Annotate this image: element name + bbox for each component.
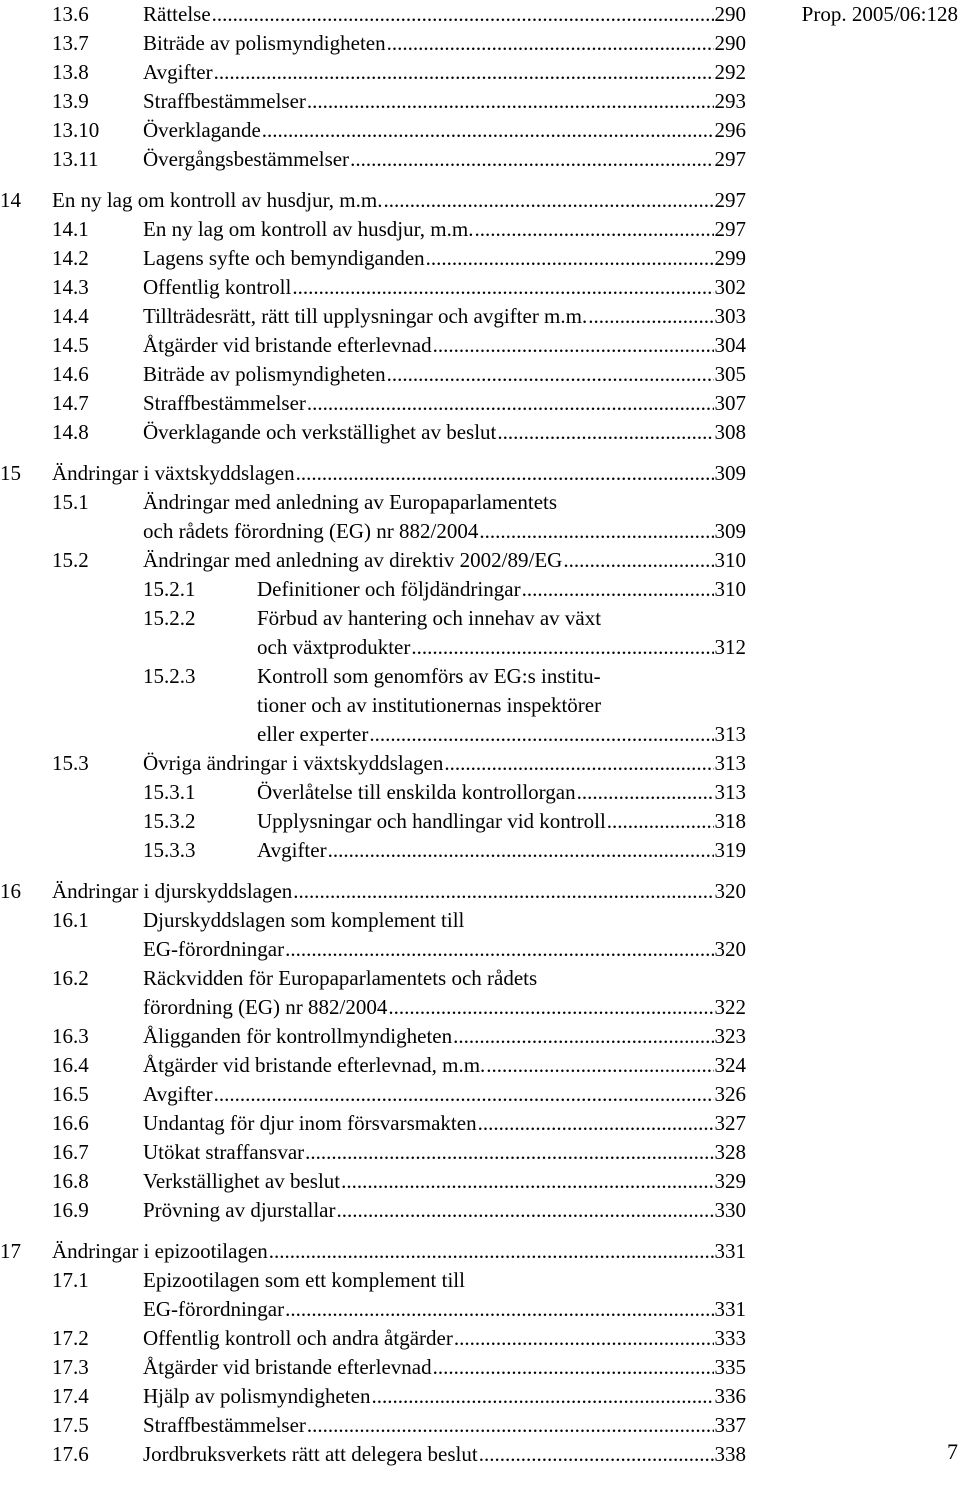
toc-entry[interactable] — [0, 836, 760, 865]
section-title — [143, 116, 746, 145]
page-reference: 305 — [714, 362, 746, 386]
section-number: 16.8 — [52, 1169, 89, 1193]
section-title — [143, 0, 746, 29]
section-number: 15.2 — [52, 548, 89, 572]
section-title-text: Kontroll som genomförs av EG:s institu- — [257, 664, 601, 688]
page-reference: 297 — [714, 217, 746, 241]
section-title-text: Ändringar i växtskyddslagen — [52, 461, 295, 485]
section-title-text: EG-förordningar — [143, 1297, 285, 1321]
section-title-text: EG-förordningar — [143, 937, 285, 961]
toc-entry[interactable] — [0, 0, 760, 29]
section-title — [143, 546, 746, 575]
dot-leader — [444, 749, 713, 778]
section-number: 15.3.1 — [143, 780, 196, 804]
dot-leader — [411, 633, 713, 662]
section-title — [52, 186, 746, 215]
toc-entry[interactable] — [0, 1022, 760, 1051]
toc-entry[interactable] — [0, 1167, 760, 1196]
toc-entry-continuation[interactable] — [0, 935, 760, 964]
section-number: 13.9 — [52, 89, 89, 113]
section-title — [143, 87, 746, 116]
section-number: 17.4 — [52, 1384, 89, 1408]
section-title-text: och växtprodukter — [257, 635, 411, 659]
section-title-text: Överklagande och verkställighet av beslut — [143, 420, 497, 444]
section-title-text: Ändringar i epizootilagen — [52, 1239, 268, 1263]
toc-entry[interactable] — [0, 964, 760, 993]
section-title — [143, 1022, 746, 1051]
section-title-text: Prövning av djurstallar — [143, 1198, 336, 1222]
section-title — [143, 1353, 746, 1382]
section-title — [143, 1324, 746, 1353]
section-title — [52, 1237, 746, 1266]
page-reference: 335 — [714, 1355, 746, 1379]
section-number: 14 — [0, 188, 21, 212]
dot-leader — [212, 0, 714, 29]
section-title — [143, 1138, 746, 1167]
dot-leader — [292, 273, 713, 302]
section-number: 14.8 — [52, 420, 89, 444]
section-number: 14.1 — [52, 217, 89, 241]
dot-leader — [285, 1295, 713, 1324]
section-title — [143, 1080, 746, 1109]
section-number: 13.10 — [52, 118, 100, 142]
dot-leader — [307, 389, 714, 418]
dot-leader — [214, 1080, 714, 1109]
toc-entry[interactable] — [0, 459, 760, 488]
section-title-text: Straffbestämmelser — [143, 391, 306, 415]
section-title — [143, 1196, 746, 1225]
toc-entry[interactable] — [0, 546, 760, 575]
toc-entry[interactable] — [0, 1382, 760, 1411]
section-title — [143, 215, 746, 244]
section-number: 15 — [0, 461, 21, 485]
section-number: 15.2.1 — [143, 577, 196, 601]
section-title-text: Epizootilagen som ett komplement till — [143, 1268, 465, 1292]
page-reference: 313 — [714, 751, 746, 775]
section-number: 15.3 — [52, 751, 89, 775]
toc-entry[interactable] — [0, 1324, 760, 1353]
section-title — [257, 807, 746, 836]
dot-leader — [371, 1382, 713, 1411]
section-number: 16 — [0, 879, 21, 903]
section-title-text: Tillträdesrätt, rätt till upplysningar och avgifter m.m. — [143, 304, 588, 328]
toc-entry[interactable] — [0, 906, 760, 935]
section-number: 13.11 — [52, 147, 99, 171]
toc-entry[interactable] — [0, 778, 760, 807]
section-title-text: Övergångsbestämmelser — [143, 147, 350, 171]
page-reference: 293 — [714, 89, 746, 113]
section-title-text: Överklagande — [143, 118, 261, 142]
toc-entry[interactable] — [0, 488, 760, 517]
section-title — [52, 459, 746, 488]
section-number: 16.2 — [52, 966, 89, 990]
section-title — [143, 360, 746, 389]
toc-entry[interactable] — [0, 877, 760, 906]
section-title-text: Undantag för djur inom försvarsmakten — [143, 1111, 477, 1135]
section-number: 16.6 — [52, 1111, 89, 1135]
section-title — [143, 418, 746, 447]
section-title-text: Upplysningar och handlingar vid kontroll — [257, 809, 606, 833]
toc-entry[interactable] — [0, 604, 760, 633]
toc-entry[interactable] — [0, 1080, 760, 1109]
dot-leader — [269, 1237, 714, 1266]
section-title — [143, 302, 746, 331]
section-title — [257, 604, 746, 633]
section-title — [143, 1411, 746, 1440]
page-reference: 336 — [714, 1384, 746, 1408]
dot-leader — [262, 116, 714, 145]
document-reference: Prop. 2005/06:128 — [801, 2, 958, 26]
section-title-text: En ny lag om kontroll av husdjur, m.m. — [143, 217, 474, 241]
page-reference: 333 — [714, 1326, 746, 1350]
page-reference: 323 — [714, 1024, 746, 1048]
section-title-text: förordning (EG) nr 882/2004 — [143, 995, 388, 1019]
dot-leader — [522, 575, 714, 604]
section-number: 16.4 — [52, 1053, 89, 1077]
page-reference: 299 — [714, 246, 746, 270]
dot-leader — [293, 877, 713, 906]
page-reference: 322 — [714, 995, 746, 1019]
section-number: 15.1 — [52, 490, 89, 514]
dot-leader — [474, 215, 713, 244]
toc-entry[interactable] — [0, 1237, 760, 1266]
section-title — [143, 993, 746, 1022]
toc-entry[interactable] — [0, 273, 760, 302]
section-title — [143, 964, 746, 993]
section-title — [143, 331, 746, 360]
toc-entry[interactable] — [0, 389, 760, 418]
page-reference: 309 — [714, 519, 746, 543]
dot-leader — [305, 1138, 713, 1167]
toc-entry-continuation[interactable] — [0, 720, 760, 749]
toc-entry[interactable] — [0, 1440, 760, 1469]
section-number: 17.3 — [52, 1355, 89, 1379]
section-number: 15.2.3 — [143, 664, 196, 688]
toc-entry[interactable] — [0, 1138, 760, 1167]
page-reference: 304 — [714, 333, 746, 357]
section-title-text: Biträde av polismyndigheten — [143, 31, 386, 55]
section-number: 17.1 — [52, 1268, 89, 1292]
section-title — [143, 1295, 746, 1324]
dot-leader — [388, 993, 713, 1022]
toc-entry[interactable] — [0, 58, 760, 87]
section-title-text: Lagens syfte och bemyndiganden — [143, 246, 425, 270]
section-title-text: Biträde av polismyndigheten — [143, 362, 386, 386]
section-number: 15.2.2 — [143, 606, 196, 630]
dot-leader — [607, 807, 714, 836]
section-title-text: Definitioner och följdändringar — [257, 577, 521, 601]
dot-leader — [285, 935, 713, 964]
dot-leader — [387, 29, 714, 58]
dot-leader — [336, 1196, 713, 1225]
section-title — [143, 29, 746, 58]
section-title-text: Hjälp av polismyndigheten — [143, 1384, 371, 1408]
section-title-text: Övriga ändringar i växtskyddslagen — [143, 751, 444, 775]
section-number: 13.7 — [52, 31, 89, 55]
page-reference: 310 — [714, 548, 746, 572]
section-title-text: Verkställighet av beslut — [143, 1169, 341, 1193]
toc-entry[interactable] — [0, 145, 760, 174]
dot-leader — [588, 302, 713, 331]
toc-entry[interactable] — [0, 331, 760, 360]
dot-leader — [328, 836, 714, 865]
dot-leader — [577, 778, 714, 807]
page-reference: 310 — [714, 577, 746, 601]
toc-entry-continuation[interactable] — [0, 993, 760, 1022]
section-number: 16.7 — [52, 1140, 89, 1164]
section-title-text: Åligganden för kontrollmyndigheten — [143, 1024, 453, 1048]
section-number: 16.9 — [52, 1198, 89, 1222]
section-title — [257, 575, 746, 604]
dot-leader — [563, 546, 713, 575]
page-reference: 337 — [714, 1413, 746, 1437]
page-reference: 290 — [714, 2, 746, 26]
section-number: 14.4 — [52, 304, 89, 328]
section-number: 17.5 — [52, 1413, 89, 1437]
toc-entry[interactable] — [0, 360, 760, 389]
section-title — [52, 877, 746, 906]
section-title-text: Avgifter — [143, 1082, 213, 1106]
section-number: 17.6 — [52, 1442, 89, 1466]
section-title-text: Åtgärder vid bristande efterlevnad — [143, 1355, 432, 1379]
toc-entry[interactable] — [0, 1051, 760, 1080]
dot-leader — [307, 1411, 714, 1440]
section-title — [143, 389, 746, 418]
toc-entry[interactable] — [0, 302, 760, 331]
page-reference: 318 — [714, 809, 746, 833]
section-title — [257, 662, 746, 691]
section-title-text: Överlåtelse till enskilda kontrollorgan — [257, 780, 576, 804]
toc-entry-continuation[interactable] — [0, 633, 760, 662]
section-number: 13.8 — [52, 60, 89, 84]
toc-entry[interactable] — [0, 1353, 760, 1382]
section-title — [257, 691, 746, 720]
page-reference: 308 — [714, 420, 746, 444]
dot-leader — [479, 517, 713, 546]
toc-entry[interactable] — [0, 1266, 760, 1295]
section-title — [143, 906, 746, 935]
page-reference: 319 — [714, 838, 746, 862]
page-reference: 327 — [714, 1111, 746, 1135]
section-title-text: och rådets förordning (EG) nr 882/2004 — [143, 519, 479, 543]
section-title-text: Djurskyddslagen som komplement till — [143, 908, 465, 932]
page-number: 7 — [947, 1439, 958, 1464]
section-title — [143, 488, 746, 517]
page-reference: 331 — [714, 1297, 746, 1321]
section-number: 15.3.2 — [143, 809, 196, 833]
dot-leader — [383, 186, 713, 215]
page-reference: 312 — [714, 635, 746, 659]
toc-entry[interactable] — [0, 807, 760, 836]
page-reference: 330 — [714, 1198, 746, 1222]
section-title-text: Avgifter — [143, 60, 213, 84]
section-title — [143, 1109, 746, 1138]
page-reference: 290 — [714, 31, 746, 55]
page-reference: 320 — [714, 879, 746, 903]
toc-entry[interactable] — [0, 87, 760, 116]
section-title-text: Straffbestämmelser — [143, 1413, 306, 1437]
section-title-text: En ny lag om kontroll av husdjur, m.m. — [52, 188, 383, 212]
page-reference: 329 — [714, 1169, 746, 1193]
section-number: 13.6 — [52, 2, 89, 26]
section-title — [143, 244, 746, 273]
section-number: 14.5 — [52, 333, 89, 357]
section-title — [143, 145, 746, 174]
toc-entry[interactable] — [0, 575, 760, 604]
section-number: 17 — [0, 1239, 21, 1263]
toc-entry[interactable] — [0, 418, 760, 447]
dot-leader — [426, 244, 714, 273]
toc-entry[interactable] — [0, 186, 760, 215]
toc-entry[interactable] — [0, 662, 760, 691]
page-reference: 320 — [714, 937, 746, 961]
dot-leader — [214, 58, 714, 87]
toc-entry[interactable] — [0, 244, 760, 273]
dot-leader — [497, 418, 713, 447]
toc-entry[interactable] — [0, 749, 760, 778]
section-title — [143, 749, 746, 778]
dot-leader — [479, 1440, 714, 1469]
section-title — [257, 778, 746, 807]
section-title-text: Jordbruksverkets rätt att delegera beslut — [143, 1442, 478, 1466]
toc-entry[interactable] — [0, 116, 760, 145]
section-title — [143, 1440, 746, 1469]
section-number: 14.2 — [52, 246, 89, 270]
page-reference: 296 — [714, 118, 746, 142]
page-reference: 328 — [714, 1140, 746, 1164]
section-number: 14.6 — [52, 362, 89, 386]
section-title-text: Avgifter — [257, 838, 327, 862]
section-number: 16.5 — [52, 1082, 89, 1106]
section-title-text: Ändringar med anledning av Europaparlamentets — [143, 490, 558, 514]
dot-leader — [307, 87, 714, 116]
section-title — [257, 720, 746, 749]
section-title — [257, 836, 746, 865]
page-reference: 331 — [714, 1239, 746, 1263]
section-title — [257, 633, 746, 662]
dot-leader — [453, 1022, 713, 1051]
dot-leader — [433, 331, 714, 360]
section-number: 15.3.3 — [143, 838, 196, 862]
page-reference: 297 — [714, 188, 746, 212]
page-reference: 307 — [714, 391, 746, 415]
dot-leader — [454, 1324, 714, 1353]
section-title-text: Åtgärder vid bristande efterlevnad — [143, 333, 432, 357]
dot-leader — [486, 1051, 713, 1080]
section-title-text: Rättelse — [143, 2, 211, 26]
page-reference: 302 — [714, 275, 746, 299]
toc-entry-continuation[interactable] — [0, 1295, 760, 1324]
section-title-text: Förbud av hantering och innehav av växt — [257, 606, 602, 630]
toc-entry-continuation[interactable] — [0, 517, 760, 546]
section-number: 14.7 — [52, 391, 89, 415]
toc-entry[interactable] — [0, 1109, 760, 1138]
toc-entry[interactable] — [0, 29, 760, 58]
page-reference: 313 — [714, 722, 746, 746]
dot-leader — [296, 459, 714, 488]
section-title-text: tioner och av institutionernas inspektörer — [257, 693, 602, 717]
section-title-text: Utökat straffansvar — [143, 1140, 305, 1164]
section-title-text: Ändringar med anledning av direktiv 2002/89/EG — [143, 548, 563, 572]
dot-leader — [433, 1353, 714, 1382]
toc-entry[interactable] — [0, 215, 760, 244]
section-title — [143, 58, 746, 87]
section-number: 16.3 — [52, 1024, 89, 1048]
section-title-text: Räckvidden för Europaparlamentets och rådets — [143, 966, 538, 990]
section-title-text: Åtgärder vid bristande efterlevnad, m.m. — [143, 1053, 486, 1077]
section-title — [143, 1382, 746, 1411]
section-title-text: Straffbestämmelser — [143, 89, 306, 113]
page-reference: 326 — [714, 1082, 746, 1106]
section-title-text: Ändringar i djurskyddslagen — [52, 879, 293, 903]
toc-entry-continuation[interactable] — [0, 691, 760, 720]
section-title — [143, 517, 746, 546]
section-number: 16.1 — [52, 908, 89, 932]
section-number: 17.2 — [52, 1326, 89, 1350]
dot-leader — [478, 1109, 714, 1138]
page-reference: 324 — [714, 1053, 746, 1077]
section-title — [143, 1051, 746, 1080]
dot-leader — [387, 360, 714, 389]
page-reference: 309 — [714, 461, 746, 485]
section-title-text: Offentlig kontroll och andra åtgärder — [143, 1326, 453, 1350]
section-title — [143, 1167, 746, 1196]
toc-entry[interactable] — [0, 1411, 760, 1440]
section-title — [143, 935, 746, 964]
section-title — [143, 1266, 746, 1295]
page-reference: 313 — [714, 780, 746, 804]
dot-leader — [369, 720, 713, 749]
page-reference: 292 — [714, 60, 746, 84]
section-title-text: Offentlig kontroll — [143, 275, 292, 299]
page-reference: 338 — [714, 1442, 746, 1466]
dot-leader — [341, 1167, 713, 1196]
page-reference: 297 — [714, 147, 746, 171]
toc-entry[interactable] — [0, 1196, 760, 1225]
section-title — [143, 273, 746, 302]
section-title-text: eller experter — [257, 722, 369, 746]
dot-leader — [350, 145, 713, 174]
page-reference: 303 — [714, 304, 746, 328]
section-number: 14.3 — [52, 275, 89, 299]
